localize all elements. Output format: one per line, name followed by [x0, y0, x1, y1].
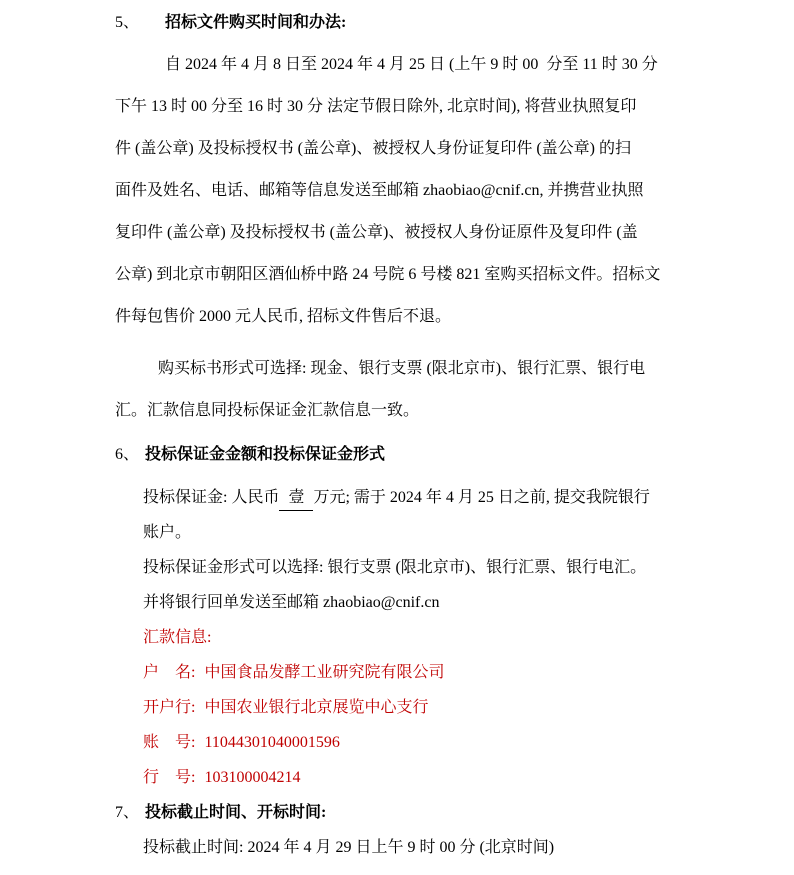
doc-line-materials-2: 面件及姓名、电话、邮箱等信息发送至邮箱 zhaobiao@cnif.cn, 并携营业执照: [115, 182, 644, 199]
doc-line-deposit-account: 账户。: [143, 524, 192, 541]
doc-line-purchase-period-1: 自 2024 年 4 月 8 日至 2024 年 4 月 25 日 (上午 9 时 00 分至 11 时 30 分: [165, 56, 658, 73]
remittance-info-heading: 汇款信息:: [143, 629, 212, 646]
doc-line-deposit-forms: 投标保证金形式可以选择: 银行支票 (限北京市)、银行汇票、银行电汇。: [143, 559, 647, 576]
bank-code-label: 行 号:: [143, 769, 196, 786]
doc-line-materials-3: 复印件 (盖公章) 及投标授权书 (盖公章)、被授权人身份证原件及复印件 (盖: [115, 224, 638, 241]
remittance-bank-code-row: [115, 760, 694, 795]
doc-line-purchase-period-2: 下午 13 时 00 分至 16 时 30 分 法定节假日除外, 北京时间), 将营业执照复印: [115, 98, 637, 115]
section-5-title: 招标文件购买时间和办法:: [165, 14, 347, 31]
section-6-heading: [115, 434, 694, 476]
section-6-number: 6、: [115, 446, 140, 463]
doc-line-deposit-amount: [115, 480, 694, 515]
doc-line-payment-forms-1: 购买标书形式可选择: 现金、银行支票 (限北京市)、银行汇票、银行电: [158, 360, 646, 377]
bank-value: 中国农业银行北京展览中心支行: [204, 699, 429, 716]
section-7-heading: [115, 795, 694, 830]
section-7-number: 7、: [115, 804, 140, 821]
doc-line-bid-deadline: 投标截止时间: 2024 年 4 月 29 日上午 9 时 00 分 (北京时间): [143, 839, 555, 856]
account-number-label: 账 号:: [143, 734, 196, 751]
section-5-number: 5、: [115, 14, 140, 31]
bank-code-value: 103100004214: [204, 769, 301, 786]
account-name-label: 户 名:: [143, 664, 196, 681]
section-7-title: 投标截止时间、开标时间:: [145, 804, 327, 821]
remittance-bank-row: [115, 690, 694, 725]
doc-line-price: 件每包售价 2000 元人民币, 招标文件售后不退。: [115, 308, 452, 325]
section-6-title: 投标保证金金额和投标保证金形式: [145, 446, 386, 463]
doc-line-address: 公章) 到北京市朝阳区酒仙桥中路 24 号院 6 号楼 821 室购买招标文件。招标文: [115, 266, 661, 283]
deposit-amount-underlined: 壹: [279, 487, 313, 511]
account-name-value: 中国食品发酵工业研究院有限公司: [204, 664, 445, 681]
deposit-prefix: 投标保证金: 人民币: [143, 489, 280, 506]
doc-line-payment-forms-2: 汇。汇款信息同投标保证金汇款信息一致。: [115, 402, 420, 419]
deposit-suffix: 万元; 需于 2024 年 4 月 25 日之前, 提交我院银行: [313, 489, 650, 506]
account-number-value: 11044301040001596: [204, 734, 340, 751]
remittance-account-name-row: [115, 655, 694, 690]
doc-line-bank-receipt: 并将银行回单发送至邮箱 zhaobiao@cnif.cn: [143, 594, 440, 611]
doc-line-materials-1: 件 (盖公章) 及投标授权书 (盖公章)、被授权人身份证复印件 (盖公章) 的扫: [115, 140, 631, 157]
section-5-heading: [115, 2, 694, 44]
remittance-account-number-row: [115, 725, 694, 760]
bank-label: 开户行:: [143, 699, 196, 716]
